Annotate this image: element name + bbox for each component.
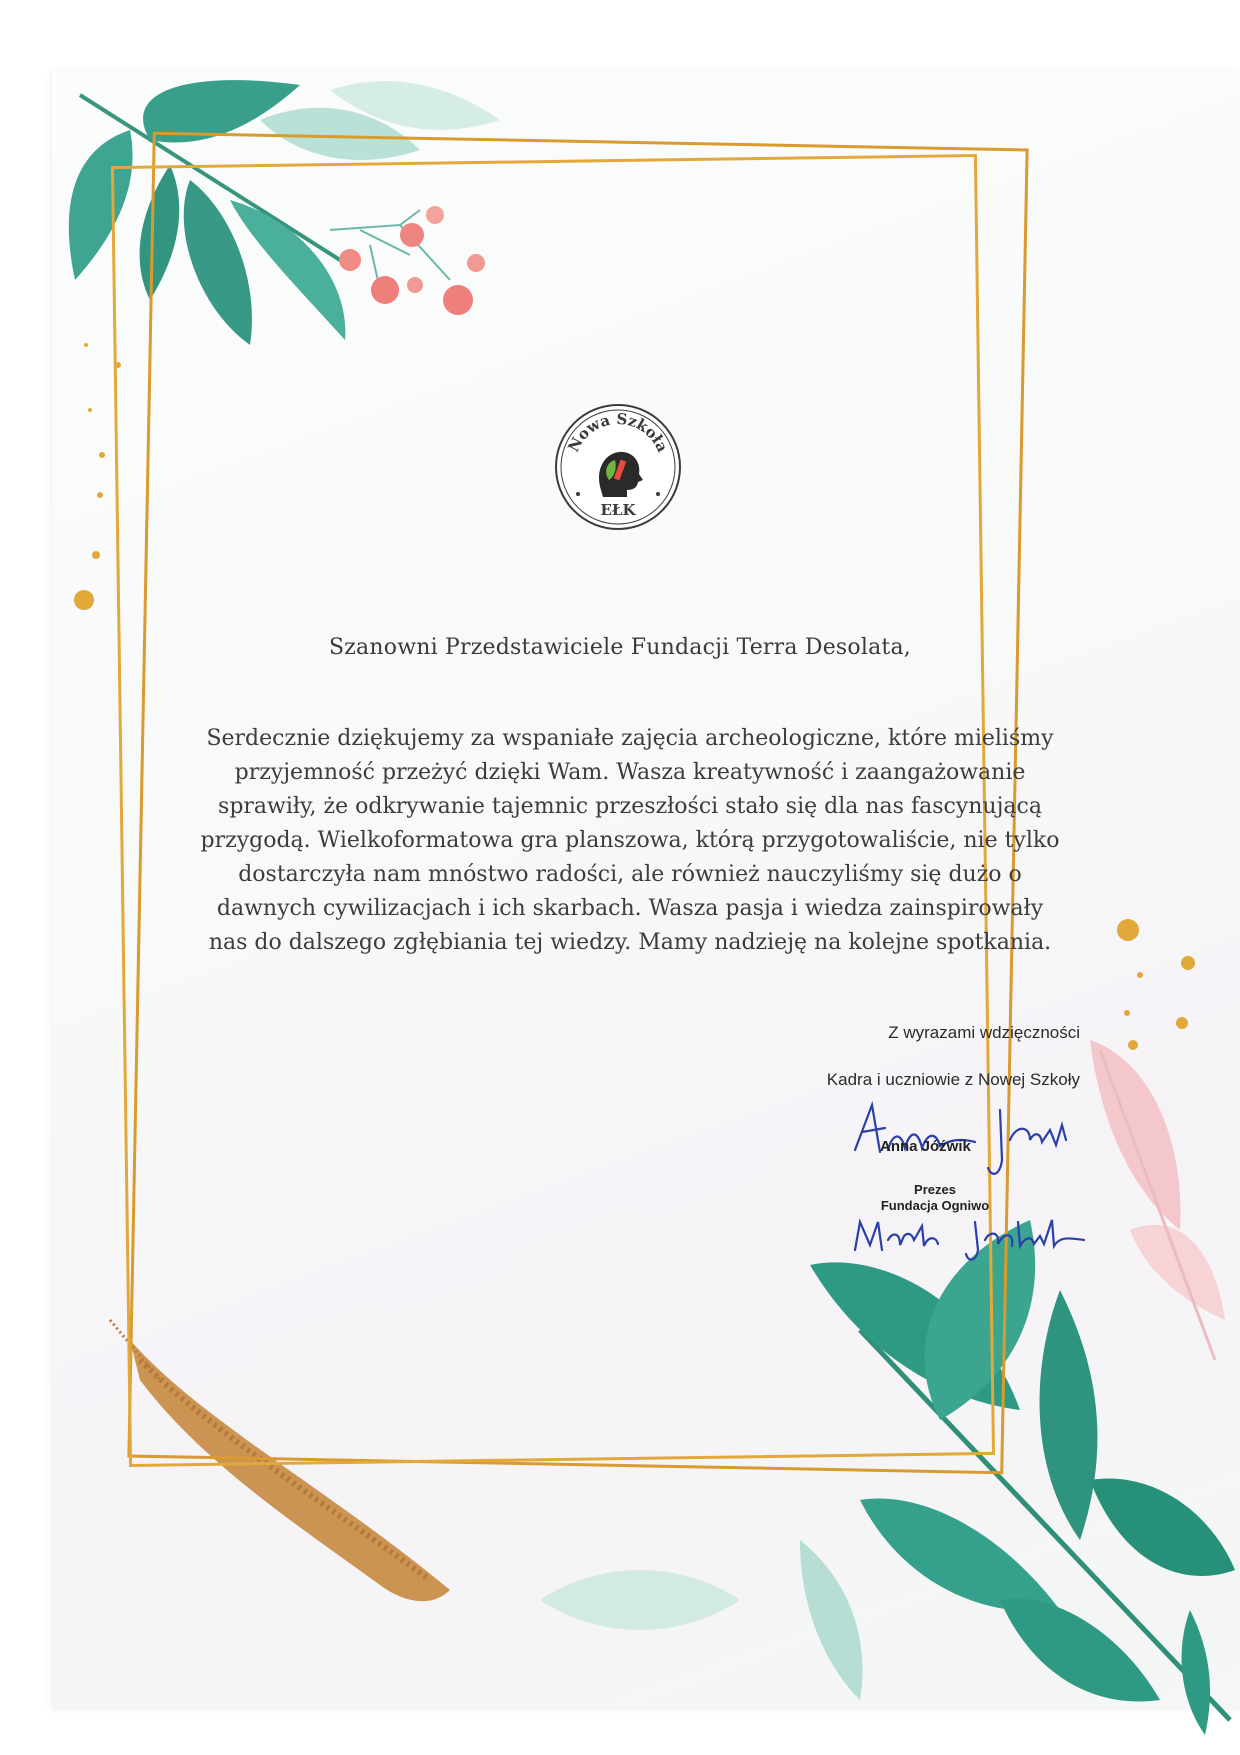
body-line: przygodą. Wielkoformatowa gra planszowa, którą przygotowaliście, nie tylko (200, 828, 1060, 853)
body-line: przyjemność przeżyć dzięki Wam. Wasza kreatywność i zaangażowanie (234, 760, 1026, 785)
salutation: Szanowni Przedstawiciele Fundacji Terra Desolata, (329, 635, 911, 660)
body-line: sprawiły, że odkrywanie tajemnic przeszłości stało się dla nas fascynującą (218, 794, 1042, 819)
body-line: Serdecznie dziękujemy za wspaniałe zajęcia archeologiczne, które mieliśmy (206, 726, 1054, 751)
logo-bottom-text: EŁK (600, 501, 636, 519)
signatory-role (865, 1182, 1005, 1214)
logo-top-text: Nowa Szkoła (564, 409, 672, 455)
body-line: dostarczyła nam mnóstwo radości, ale również nauczyliśmy się dużo o (238, 862, 1022, 887)
signature-marta-jopolska (855, 1220, 1084, 1260)
closing-phrase: Z wyrazami wdzięczności (888, 1023, 1080, 1042)
role-organization: Fundacja Ogniwo (880, 1198, 990, 1213)
signatory-name: Anna Jóźwik (880, 1138, 971, 1155)
role-title: Prezes (914, 1182, 956, 1197)
body-line: nas do dalszego zgłębiania tej wiedzy. Mamy nadzieję na kolejne spotkania. (208, 930, 1052, 955)
body-line: dawnych cywilizacjach i ich skarbach. Wasza pasja i wiedza zainspirowały (216, 896, 1044, 921)
signed-by: Kadra i uczniowie z Nowej Szkoły (826, 1070, 1080, 1089)
